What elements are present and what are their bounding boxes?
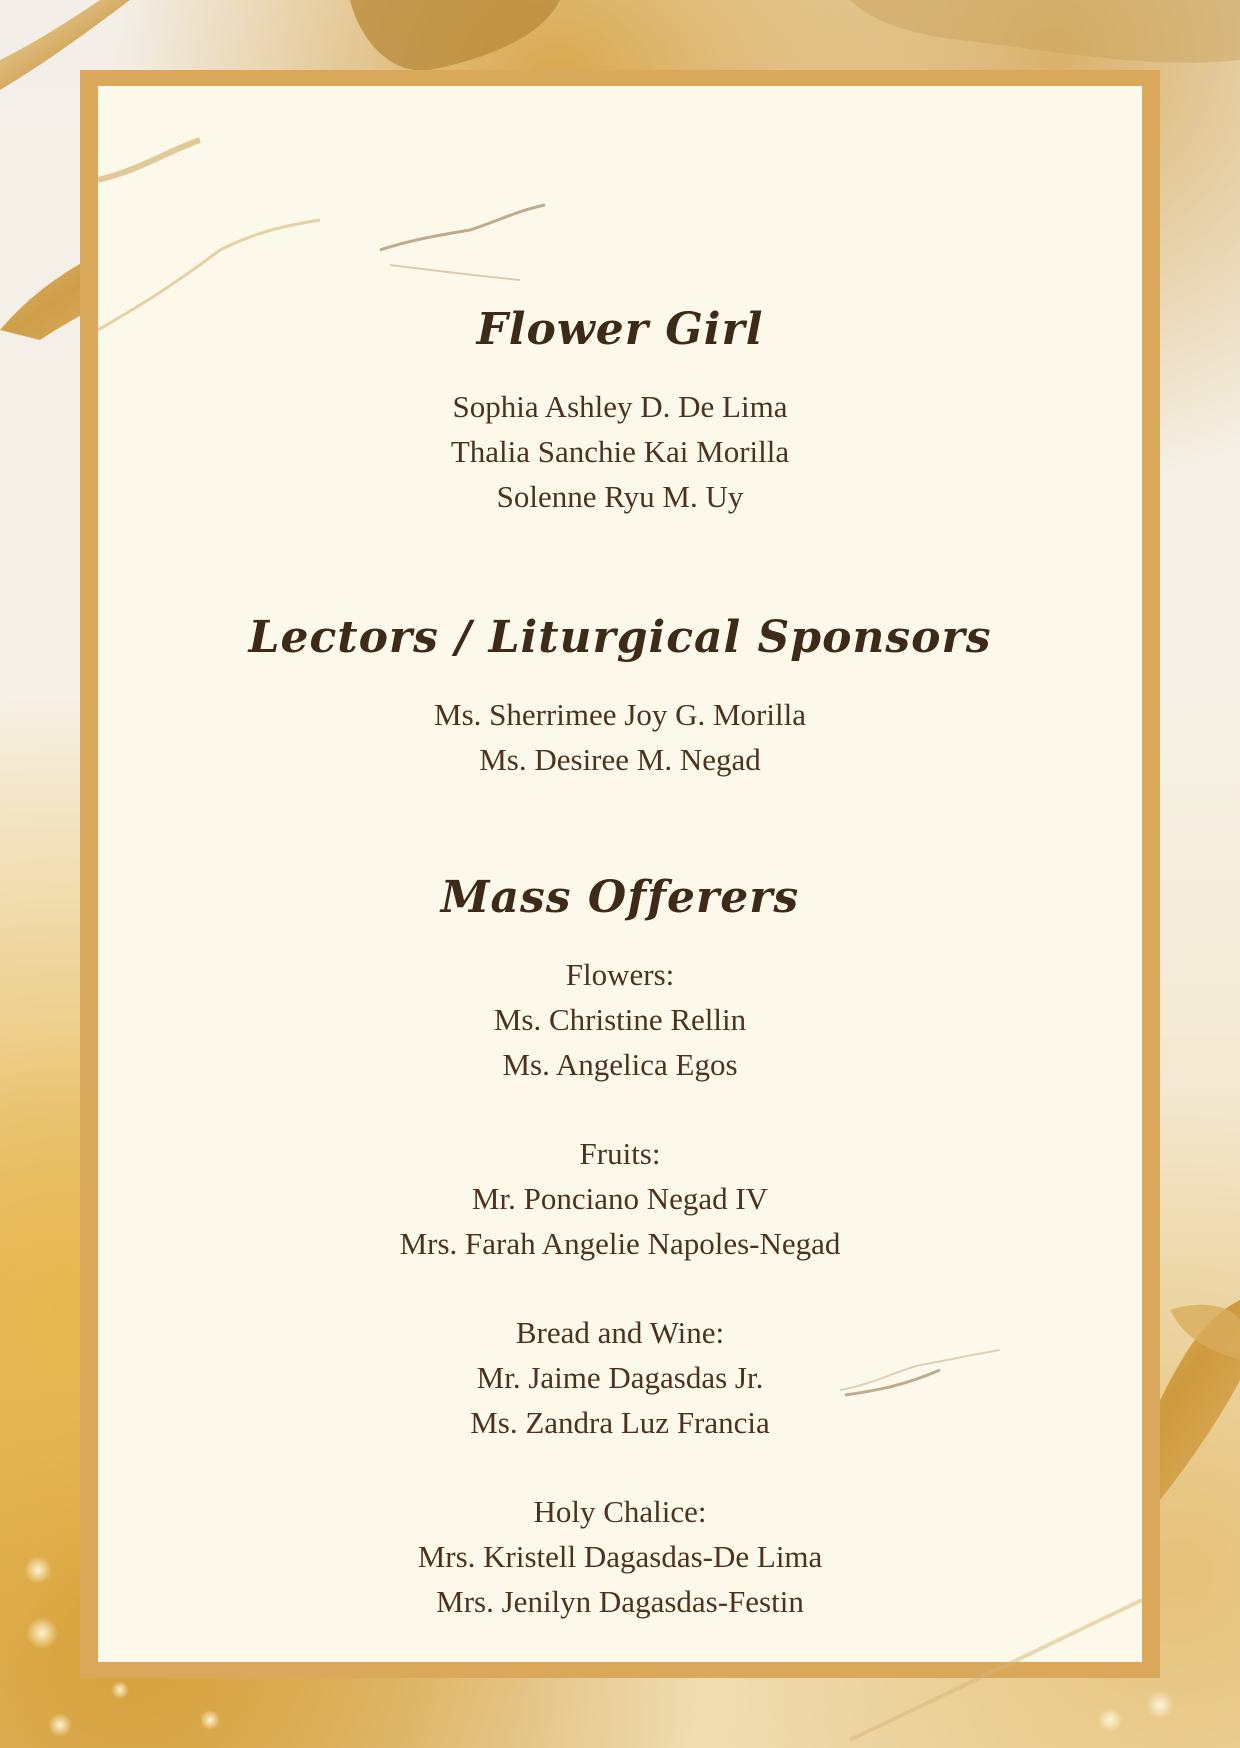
offering-label: Holy Chalice:	[533, 1494, 707, 1529]
offerer-name: Mrs. Jenilyn Dagasdas-Festin	[436, 1584, 804, 1619]
offering-label: Bread and Wine:	[515, 1315, 725, 1350]
offerer-name: Mrs. Kristell Dagasdas-De Lima	[417, 1539, 823, 1574]
lectors-heading: Lectors / Liturgical Sponsors	[248, 612, 992, 663]
offerer-name: Mrs. Farah Angelie Napoles-Negad	[399, 1226, 841, 1261]
offerer-name: Ms. Zandra Luz Francia	[470, 1405, 770, 1440]
lector-name: Ms. Sherrimee Joy G. Morilla	[434, 697, 806, 732]
flower-girl-name: Sophia Ashley D. De Lima	[452, 389, 788, 424]
offerer-name: Mr. Jaime Dagasdas Jr.	[476, 1360, 764, 1395]
lector-name: Ms. Desiree M. Negad	[479, 742, 761, 777]
mass-offerers-heading: Mass Offerers	[440, 872, 800, 923]
program-content	[98, 86, 1142, 1662]
offerer-name: Ms. Christine Rellin	[493, 1002, 747, 1037]
offerer-name: Mr. Ponciano Negad IV	[471, 1181, 769, 1216]
offering-label: Fruits:	[579, 1136, 661, 1171]
flower-girl-name: Thalia Sanchie Kai Morilla	[450, 434, 790, 469]
offering-label: Flowers:	[565, 957, 675, 992]
flower-girl-name: Solenne Ryu M. Uy	[496, 479, 744, 514]
offerer-name: Ms. Angelica Egos	[502, 1047, 738, 1082]
flower-girl-heading: Flower Girl	[476, 304, 764, 355]
